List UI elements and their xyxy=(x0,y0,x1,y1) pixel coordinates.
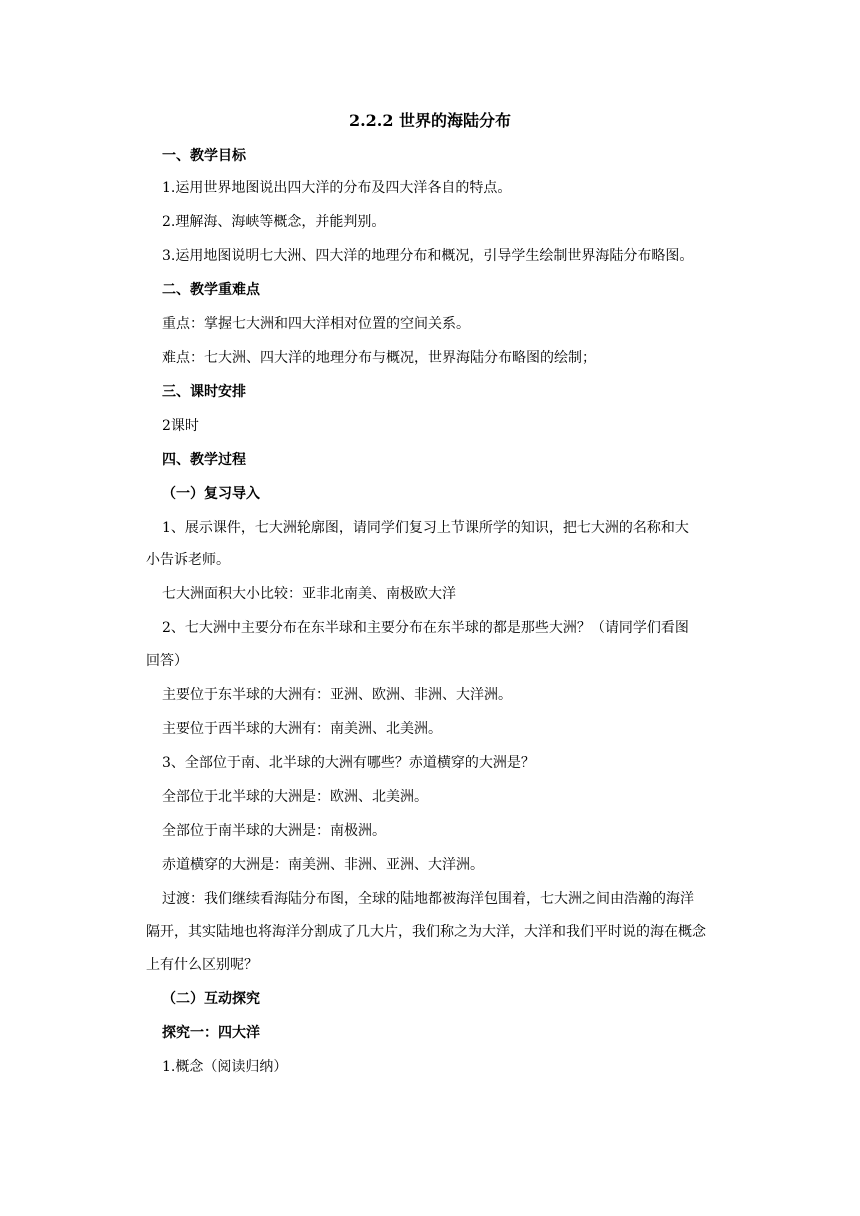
section-heading-process: 四、教学过程 xyxy=(162,452,246,468)
paragraph: 难点：七大洲、四大洋的地理分布与概况，世界海陆分布略图的绘制； xyxy=(162,350,596,366)
subsection-heading-inquiry: （二）互动探究 xyxy=(162,991,260,1007)
subsection-heading-oceans: 探究一：四大洋 xyxy=(162,1025,260,1041)
document-title: 2.2.2 世界的海陆分布 xyxy=(348,111,512,130)
paragraph: 主要位于东半球的大洲有：亚洲、欧洲、非洲、大洋洲。 xyxy=(162,687,512,703)
paragraph: 2、七大洲中主要分布在东半球和主要分布在东半球的都是那些大洲？（请同学们看图 xyxy=(162,620,689,636)
paragraph: 3.运用地图说明七大洲、四大洋的地理分布和概况，引导学生绘制世界海陆分布略图。 xyxy=(162,248,694,264)
section-heading-objectives: 一、教学目标 xyxy=(162,148,246,164)
paragraph: 2.理解海、海峡等概念，并能判别。 xyxy=(162,214,386,230)
paragraph-continuation: 回答） xyxy=(146,653,188,669)
paragraph: 全部位于北半球的大洲是：欧洲、北美洲。 xyxy=(162,789,428,805)
paragraph: 3、全部位于南、北半球的大洲有哪些？赤道横穿的大洲是？ xyxy=(162,755,535,771)
paragraph: 1.概念（阅读归纳） xyxy=(162,1059,288,1075)
paragraph-continuation: 隔开，其实陆地也将海洋分割成了几大片，我们称之为大洋，大洋和我们平时说的海在概念 xyxy=(146,924,706,940)
paragraph: 全部位于南半球的大洲是：南极洲。 xyxy=(162,823,386,839)
paragraph: 过渡：我们继续看海陆分布图，全球的陆地都被海洋包围着，七大洲之间由浩瀚的海洋 xyxy=(162,891,694,907)
subsection-heading-review: （一）复习导入 xyxy=(162,486,260,502)
paragraph: 七大洲面积大小比较：亚非北南美、南极欧大洋 xyxy=(162,586,456,602)
section-heading-key-points: 二、教学重难点 xyxy=(162,282,260,298)
paragraph-continuation: 小告诉老师。 xyxy=(146,552,230,568)
section-heading-schedule: 三、课时安排 xyxy=(162,384,246,400)
paragraph: 赤道横穿的大洲是：南美洲、非洲、亚洲、大洋洲。 xyxy=(162,857,484,873)
paragraph: 重点：掌握七大洲和四大洋相对位置的空间关系。 xyxy=(162,316,470,332)
paragraph: 1、展示课件，七大洲轮廓图，请同学们复习上节课所学的知识，把七大洲的名称和大 xyxy=(162,520,689,536)
paragraph: 2课时 xyxy=(162,418,199,434)
paragraph: 主要位于西半球的大洲有：南美洲、北美洲。 xyxy=(162,721,442,737)
paragraph-continuation: 上有什么区别呢？ xyxy=(146,957,258,973)
paragraph: 1.运用世界地图说出四大洋的分布及四大洋各自的特点。 xyxy=(162,180,512,196)
